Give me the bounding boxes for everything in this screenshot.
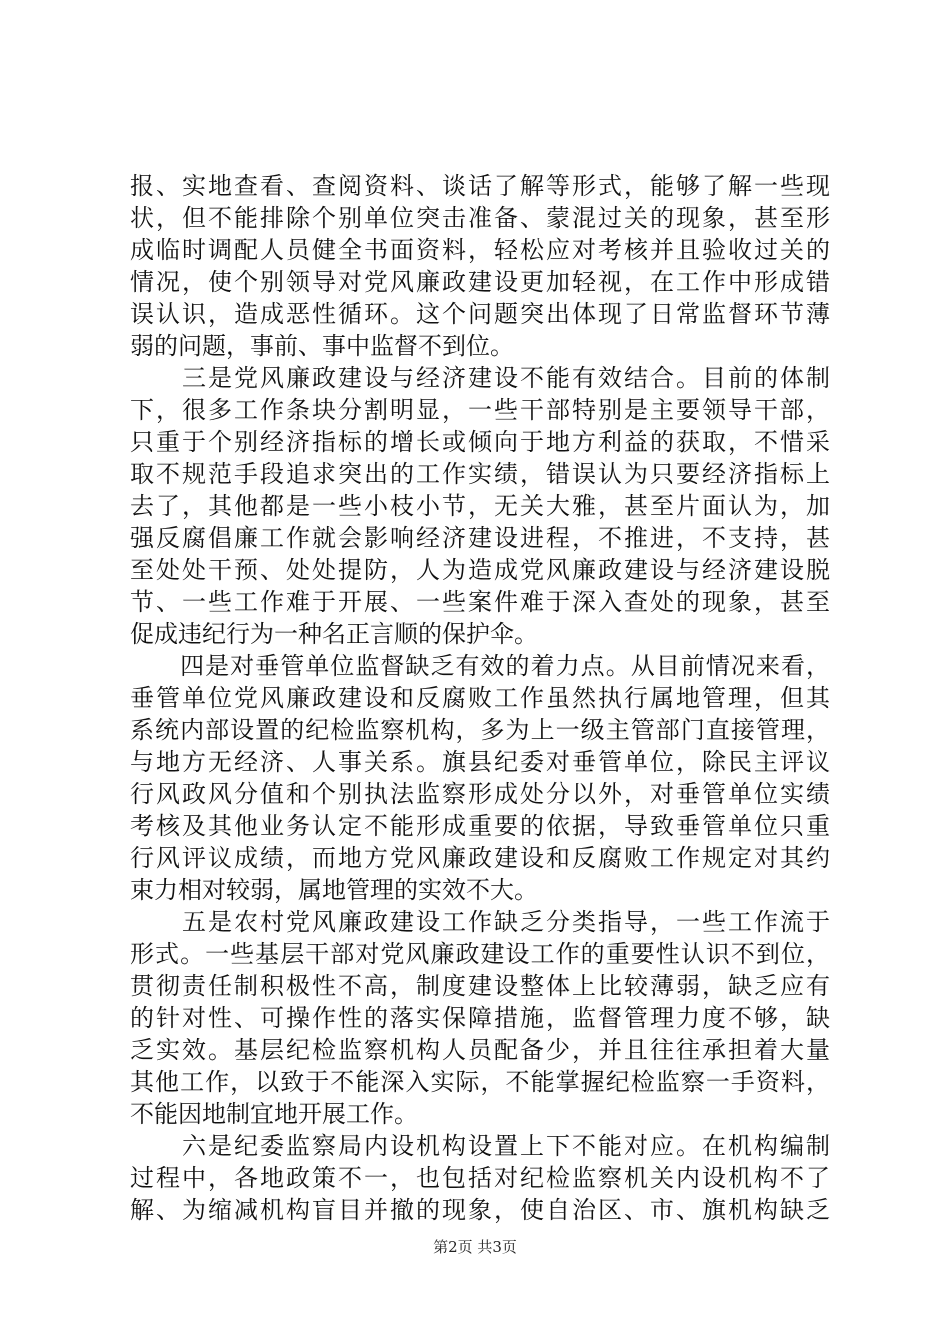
text-line: 四是对垂管单位监督缺乏有效的着力点。从目前情况来看， [130, 652, 830, 680]
document-body [130, 170, 830, 1226]
text-line: 促成违纪行为一种名正言顺的保护伞。 [130, 620, 538, 648]
text-line: 六是纪委监察局内设机构设置上下不能对应。在机构编制 [130, 1132, 830, 1160]
text-line: 误认识，造成恶性循环。这个问题突出体现了日常监督环节薄 [130, 300, 830, 328]
text-line: 行风政风分值和个别执法监察形成处分以外，对垂管单位实绩 [130, 780, 830, 808]
text-line: 三是党风廉政建设与经济建设不能有效结合。目前的体制 [130, 364, 830, 392]
text-line: 与地方无经济、人事关系。旗县纪委对垂管单位，除民主评议 [130, 748, 830, 776]
text-line: 下，很多工作条块分割明显，一些干部特别是主要领导干部， [130, 396, 830, 424]
text-line: 行风评议成绩，而地方党风廉政建设和反腐败工作规定对其约 [130, 844, 830, 872]
text-line: 过程中，各地政策不一，也包括对纪检监察机关内设机构不了 [130, 1164, 830, 1192]
text-line: 考核及其他业务认定不能形成重要的依据，导致垂管单位只重 [130, 812, 830, 840]
text-line: 弱的问题，事前、事中监督不到位。 [130, 332, 514, 360]
text-line: 系统内部设置的纪检监察机构，多为上一级主管部门直接管理， [130, 716, 830, 744]
text-line: 去了，其他都是一些小枝小节，无关大雅，甚至片面认为，加 [130, 492, 830, 520]
text-line: 五是农村党风廉政建设工作缺乏分类指导，一些工作流于 [130, 908, 830, 936]
text-line: 其他工作，以致于不能深入实际，不能掌握纪检监察一手资料， [130, 1068, 830, 1096]
text-line: 不能因地制宜地开展工作。 [130, 1100, 418, 1128]
page-number: 第2页 共3页 [433, 1238, 517, 1256]
text-line: 成临时调配人员健全书面资料，轻松应对考核并且验收过关的 [130, 236, 830, 264]
text-line: 乏实效。基层纪检监察机构人员配备少，并且往往承担着大量 [130, 1036, 830, 1064]
text-line: 强反腐倡廉工作就会影响经济建设进程，不推进，不支持，甚 [130, 524, 830, 552]
text-line: 形式。一些基层干部对党风廉政建设工作的重要性认识不到位， [130, 940, 830, 968]
text-line: 情况，使个别领导对党风廉政建设更加轻视，在工作中形成错 [130, 268, 830, 296]
text-line: 束力相对较弱，属地管理的实效不大。 [130, 876, 538, 904]
text-line: 取不规范手段追求突出的工作实绩，错误认为只要经济指标上 [130, 460, 830, 488]
text-line: 至处处干预、处处提防，人为造成党风廉政建设与经济建设脱 [130, 556, 830, 584]
page-footer [0, 1236, 950, 1257]
text-line: 节、一些工作难于开展、一些案件难于深入查处的现象，甚至 [130, 588, 830, 616]
text-line: 状，但不能排除个别单位突击准备、蒙混过关的现象，甚至形 [130, 204, 830, 232]
text-line: 解、为缩减机构盲目并撤的现象，使自治区、市、旗机构缺乏 [130, 1196, 830, 1224]
text-line: 只重于个别经济指标的增长或倾向于地方利益的获取，不惜采 [130, 428, 830, 456]
text-line: 垂管单位党风廉政建设和反腐败工作虽然执行属地管理，但其 [130, 684, 830, 712]
text-line: 贯彻责任制积极性不高，制度建设整体上比较薄弱，缺乏应有 [130, 972, 830, 1000]
text-line: 报、实地查看、查阅资料、谈话了解等形式，能够了解一些现 [130, 172, 830, 200]
text-line: 的针对性、可操作性的落实保障措施，监督管理力度不够，缺 [130, 1004, 830, 1032]
